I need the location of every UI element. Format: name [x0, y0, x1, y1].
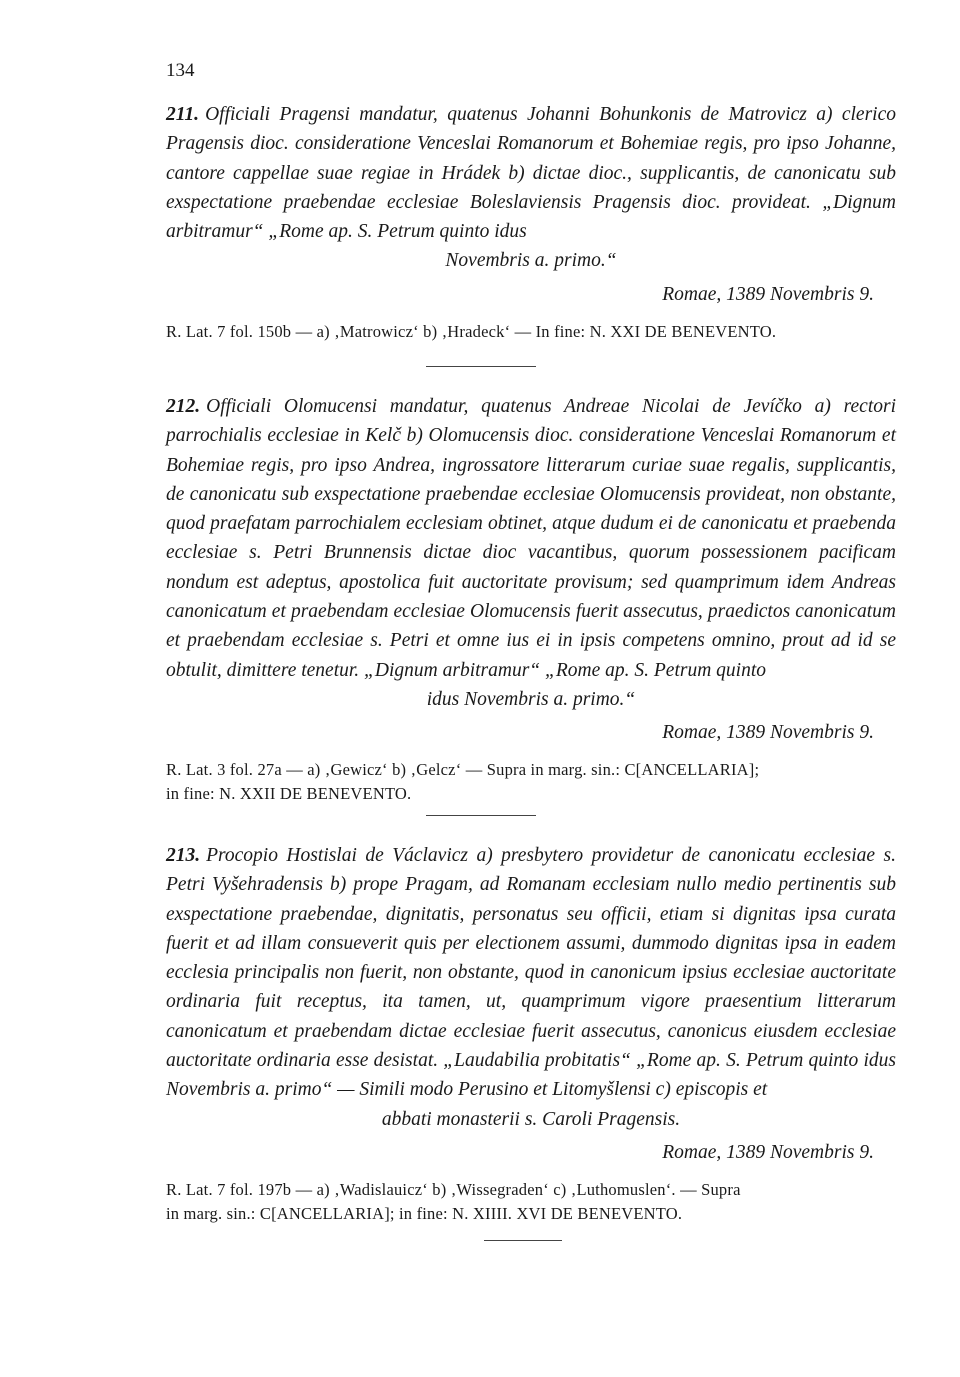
- separator-rule: [426, 366, 536, 367]
- notes-line: in fine: N. XXII DE BENEVENTO.: [166, 784, 412, 804]
- entry-notes: [166, 1178, 896, 1226]
- entry-body: Procopio Hostislai de Václavicz a) presbytero providetur de canonicatu ecclesiae s. Petri Vyšehradensis b) prope Pragam, ad Romanam ecclesiam nullo medio pertinentis sub exspectatione praebendae, dignitatis, personatus seu officii, etiam si dignitas ipsa curata fuerit et ad illam consueverit quis per electionem assumi, dummodo dignitas ipsa in eadem ecclesia principalis non fuerit, non obstante, quod in canonicum ipsius ecclesiae auctoritate ordinaria fuit receptus, ita tamen, ut, quamprimum vigore praesentium litterarum canonicatum et praebendam dictae ecclesiae fuerit assecutus, canonicus eiusdem ecclesiae auctoritate ordinaria esse desistat. „Laudabilia probitatis“ „Rome ap. S. Petrum quinto idus Novembris a. primo“ — Simili modo Perusino et Litomyšlensi c) episcopis et: [166, 845, 896, 1101]
- separator-rule: [484, 1240, 562, 1241]
- notes-line: in marg. sin.: C[ANCELLARIA]; in fine: N. XIIII. XVI DE BENEVENTO.: [166, 1203, 683, 1223]
- entry-tail: Novembris a. primo.“: [445, 250, 617, 272]
- entry-tail: idus Novembris a. primo.“: [426, 688, 636, 710]
- entry-213: [166, 841, 896, 1226]
- entry-212: [166, 392, 896, 806]
- page-number: 134: [166, 60, 195, 81]
- entry-body: Officiali Pragensi mandatur, quatenus Johanni Bohunkonis de Matrovicz a) clerico Pragensis dioc. consideratione Venceslai Romanorum et Bohemiae regis, pro ipso Johanne, cantore cappellae suae regiae in Hrádek b) dictae dioc., supplicantis, de canonicatu sub exspectatione praebendae ecclesiae Boleslaviensis Pragensis dioc. provideat. „Dignum arbitramur“ „Rome ap. S. Petrum quinto idus: [166, 104, 896, 243]
- entry-notes: [166, 758, 896, 806]
- entry-dateline: Romae, 1389 Novembris 9.: [662, 283, 874, 305]
- entry-body: Officiali Olomucensi mandatur, quatenus Andreae Nicolai de Jevíčko a) rectori parrochialis ecclesiae in Kelč b) Olomucensis dioc. consideratione Venceslai Romanorum et Bohemiae regis, pro ipso Andrea, ingrossatore litterarum curiae suae regalis, supplicantis, de canonicatu sub exspectatione praebendae ecclesiae Olomucensis provideat, non obstante, quod praefatam parrochialem ecclesiam obtinet, atque dudum ei de canonicatu et praebenda ecclesiae s. Petri Brunnensis dictae dioc vacantibus, quorum possessionem pacificam nondum est adeptus, apostolica fuit auctoritate provisum; sed quamprimum idem Andreas canonicatum et praebendam ecclesiae Olomucensis fuerit assecutus, praedictos canonicatum et praebendam ecclesiae s. Petri et omne ius ei in ipsis competens omnino, prout ad id se obtulit, dimittere tenetur. „Dignum arbitramur“ „Rome ap. S. Petrum quinto: [166, 396, 896, 681]
- entry-text: [166, 841, 896, 1105]
- entry-number: 213.: [166, 845, 201, 866]
- separator-rule: [426, 815, 536, 816]
- notes-line: R. Lat. 7 fol. 197b — a) ‚Wadislauicz‘ b) ‚Wissegraden‘ c) ‚Luthomuslen‘. — Supra: [166, 1179, 741, 1199]
- entry-dateline: Romae, 1389 Novembris 9.: [662, 1141, 874, 1163]
- notes-line: R. Lat. 7 fol. 150b — a) ‚Matrowicz‘ b) ‚Hradeck‘ — In fine: N. XXI DE BENEVENTO.: [166, 321, 777, 341]
- entry-text: [166, 392, 896, 685]
- notes-line: R. Lat. 3 fol. 27a — a) ‚Gewicz‘ b) ‚Gelcz‘ — Supra in marg. sin.: C[ANCELLARIA];: [166, 760, 760, 780]
- entry-tail: abbati monasterii s. Caroli Pragensis.: [381, 1108, 681, 1130]
- entry-dateline: Romae, 1389 Novembris 9.: [662, 722, 874, 744]
- entry-text: [166, 100, 896, 246]
- entry-notes: [166, 320, 896, 344]
- entry-number: 211.: [166, 104, 200, 125]
- entry-211: [166, 100, 896, 344]
- entry-number: 212.: [166, 396, 201, 417]
